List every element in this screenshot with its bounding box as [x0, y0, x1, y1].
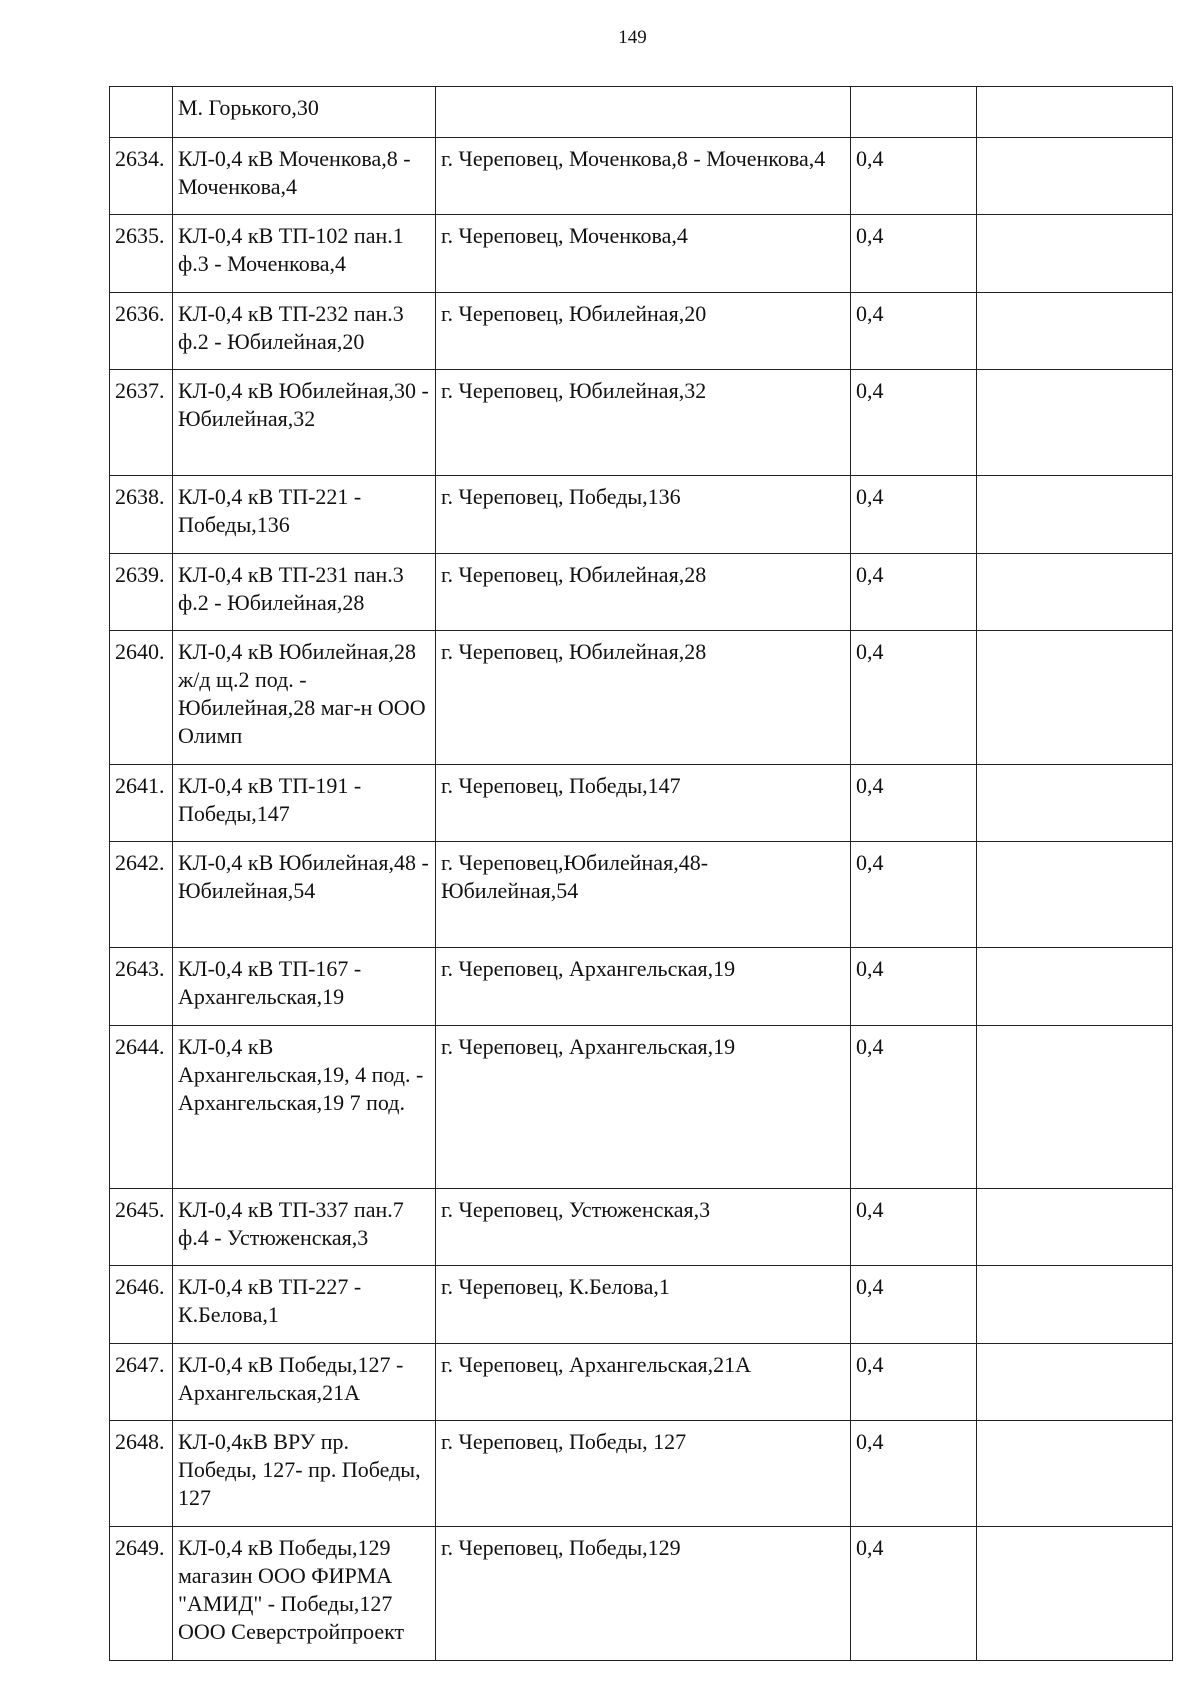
voltage: 0,4	[851, 215, 977, 293]
table-row	[110, 476, 1173, 554]
cable-line-name: КЛ-0,4 кВ ТП-232 пан.3 ф.2 - Юбилейная,20	[173, 293, 436, 370]
note	[977, 842, 1173, 948]
note	[977, 1189, 1173, 1266]
note	[977, 1421, 1173, 1527]
table-row	[110, 138, 1173, 215]
note	[977, 1527, 1173, 1661]
cable-line-name: КЛ-0,4 кВ Победы,127 - Архангельская,21А	[173, 1344, 436, 1421]
cable-line-name: КЛ-0,4 кВ Моченкова,8 - Моченкова,4	[173, 138, 436, 215]
voltage: 0,4	[851, 293, 977, 370]
row-number: 2648.	[110, 1421, 173, 1527]
voltage: 0,4	[851, 765, 977, 842]
row-number: 2637.	[110, 370, 173, 476]
registry-body	[110, 87, 1173, 1661]
address: г. Череповец, Юбилейная,28	[436, 631, 851, 765]
cable-line-name: КЛ-0,4 кВ Юбилейная,28 ж/д щ.2 под. - Юбилейная,28 маг-н ООО Олимп	[173, 631, 436, 765]
note	[977, 293, 1173, 370]
cable-line-name: КЛ-0,4 кВ Юбилейная,48 - Юбилейная,54	[173, 842, 436, 948]
note	[977, 631, 1173, 765]
cable-line-name: КЛ-0,4 кВ ТП-167 - Архангельская,19	[173, 948, 436, 1026]
voltage: 0,4	[851, 1189, 977, 1266]
row-number: 2649.	[110, 1527, 173, 1661]
cable-line-name: КЛ-0,4 кВ ТП-102 пан.1 ф.3 - Моченкова,4	[173, 215, 436, 293]
row-number: 2641.	[110, 765, 173, 842]
voltage: 0,4	[851, 370, 977, 476]
address: г. Череповец, К.Белова,1	[436, 1266, 851, 1344]
row-number: 2639.	[110, 554, 173, 631]
voltage: 0,4	[851, 1266, 977, 1344]
voltage: 0,4	[851, 1527, 977, 1661]
row-number: 2636.	[110, 293, 173, 370]
address: г. Череповец, Устюженская,3	[436, 1189, 851, 1266]
voltage: 0,4	[851, 842, 977, 948]
address: г. Череповец, Победы, 127	[436, 1421, 851, 1527]
row-number: 2644.	[110, 1026, 173, 1189]
note	[977, 765, 1173, 842]
table-row	[110, 87, 1173, 138]
note	[977, 215, 1173, 293]
voltage: 0,4	[851, 1026, 977, 1189]
address: г. Череповец, Архангельская,19	[436, 1026, 851, 1189]
row-number: 2647.	[110, 1344, 173, 1421]
row-number: 2646.	[110, 1266, 173, 1344]
note	[977, 554, 1173, 631]
row-number: 2638.	[110, 476, 173, 554]
table-row	[110, 1266, 1173, 1344]
cable-line-name: М. Горького,30	[173, 87, 436, 138]
address	[436, 87, 851, 138]
voltage: 0,4	[851, 138, 977, 215]
voltage: 0,4	[851, 948, 977, 1026]
voltage: 0,4	[851, 554, 977, 631]
row-number: 2645.	[110, 1189, 173, 1266]
table-row	[110, 554, 1173, 631]
table-row	[110, 1344, 1173, 1421]
cable-line-name: КЛ-0,4 кВ ТП-337 пан.7 ф.4 - Устюженская,3	[173, 1189, 436, 1266]
address: г. Череповец, Юбилейная,20	[436, 293, 851, 370]
note	[977, 948, 1173, 1026]
table-row	[110, 1527, 1173, 1661]
table-row	[110, 842, 1173, 948]
address: г. Череповец,Юбилейная,48-Юбилейная,54	[436, 842, 851, 948]
cable-line-name: КЛ-0,4 кВ ТП-221 - Победы,136	[173, 476, 436, 554]
row-number: 2634.	[110, 138, 173, 215]
table-row	[110, 631, 1173, 765]
cable-registry-table	[109, 86, 1173, 1661]
cable-line-name: КЛ-0,4 кВ ТП-231 пан.3 ф.2 - Юбилейная,28	[173, 554, 436, 631]
voltage: 0,4	[851, 631, 977, 765]
voltage: 0,4	[851, 476, 977, 554]
note	[977, 1266, 1173, 1344]
row-number	[110, 87, 173, 138]
voltage: 0,4	[851, 1344, 977, 1421]
cable-line-name: КЛ-0,4 кВ ТП-191 - Победы,147	[173, 765, 436, 842]
address: г. Череповец, Архангельская,21А	[436, 1344, 851, 1421]
table-row	[110, 215, 1173, 293]
voltage	[851, 87, 977, 138]
row-number: 2642.	[110, 842, 173, 948]
cable-line-name: КЛ-0,4 кВ ТП-227 - К.Белова,1	[173, 1266, 436, 1344]
page-number: 149	[618, 27, 647, 48]
address: г. Череповец, Победы,147	[436, 765, 851, 842]
note	[977, 1344, 1173, 1421]
row-number: 2640.	[110, 631, 173, 765]
table-row	[110, 765, 1173, 842]
table-row	[110, 1189, 1173, 1266]
table-row	[110, 948, 1173, 1026]
cable-line-name: КЛ-0,4 кВ Победы,129 магазин ООО ФИРМА "АМИД" - Победы,127 ООО Северстройпроект	[173, 1527, 436, 1661]
note	[977, 138, 1173, 215]
address: г. Череповец, Победы,129	[436, 1527, 851, 1661]
cable-line-name: КЛ-0,4 кВ Юбилейная,30 - Юбилейная,32	[173, 370, 436, 476]
address: г. Череповец, Моченкова,4	[436, 215, 851, 293]
row-number: 2635.	[110, 215, 173, 293]
voltage: 0,4	[851, 1421, 977, 1527]
note	[977, 87, 1173, 138]
address: г. Череповец, Архангельская,19	[436, 948, 851, 1026]
cable-line-name: КЛ-0,4 кВ Архангельская,19, 4 под. - Архангельская,19 7 под.	[173, 1026, 436, 1189]
row-number: 2643.	[110, 948, 173, 1026]
cable-line-name: КЛ-0,4кВ ВРУ пр. Победы, 127- пр. Победы, 127	[173, 1421, 436, 1527]
note	[977, 370, 1173, 476]
note	[977, 1026, 1173, 1189]
note	[977, 476, 1173, 554]
table-row	[110, 1421, 1173, 1527]
address: г. Череповец, Моченкова,8 - Моченкова,4	[436, 138, 851, 215]
table-row	[110, 293, 1173, 370]
address: г. Череповец, Юбилейная,32	[436, 370, 851, 476]
address: г. Череповец, Победы,136	[436, 476, 851, 554]
table-row	[110, 370, 1173, 476]
table-row	[110, 1026, 1173, 1189]
address: г. Череповец, Юбилейная,28	[436, 554, 851, 631]
